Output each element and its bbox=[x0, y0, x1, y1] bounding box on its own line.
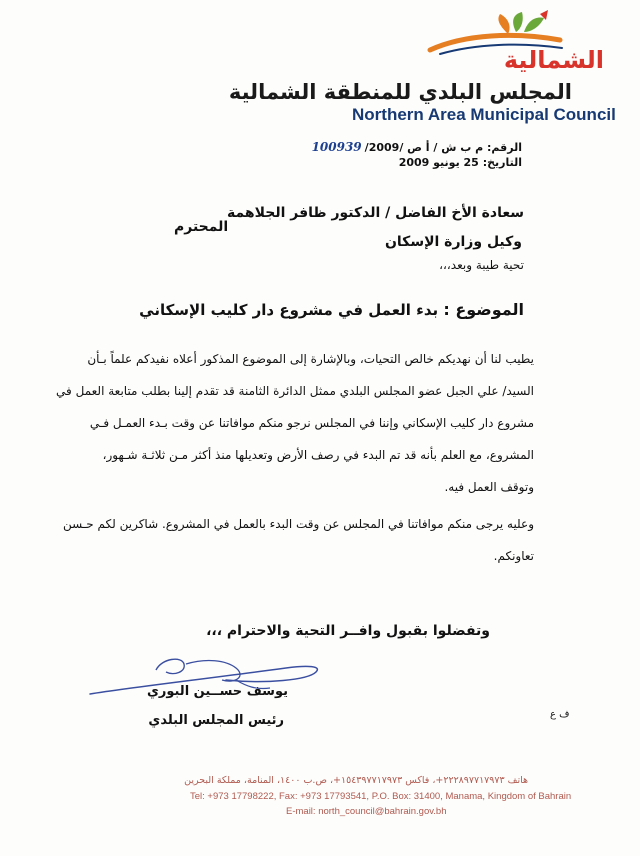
council-name-arabic: المجلس البلدي للمنطقة الشمالية bbox=[228, 80, 572, 104]
closing-line: وتفضلوا بقبول وافــر التحية والاحترام ،،، bbox=[206, 623, 490, 639]
brand-name-arabic: الشمالية bbox=[503, 46, 604, 74]
signatory-name: يوسف حســين البوري bbox=[146, 684, 288, 699]
footer-email: E-mail: north_council@bahrain.gov.bh bbox=[286, 806, 447, 817]
body-line: تعاونكم. bbox=[493, 549, 534, 563]
body-line: وتوقف العمل فيه. bbox=[444, 480, 534, 494]
subject-text: بدء العمل في مشروع دار كليب الإسكاني bbox=[139, 301, 439, 319]
recipient-line-2: وكيل وزارة الإسكان bbox=[384, 234, 522, 250]
handwritten-signature-icon bbox=[86, 650, 326, 710]
handwritten-ref-number: 100939 bbox=[311, 140, 362, 154]
subject-label: الموضوع : bbox=[443, 300, 524, 319]
footer-contact-english: Tel: +973 17798222, Fax: +973 17793541, P.O. Box: 31400, Manama, Kingdom of Bahrain bbox=[190, 791, 572, 802]
council-name-english: Northern Area Municipal Council bbox=[352, 105, 616, 124]
typist-initials: ف ع bbox=[550, 709, 570, 720]
body-line: يطيب لنا أن نهديكم خالص التحيات، وبالإشارة إلى الموضوع المذكور أعلاه نفيدكم علماً بـأن bbox=[87, 352, 534, 366]
subject-line bbox=[139, 300, 524, 319]
body-line: وعليه يرجى منكم موافاتنا في المجلس عن وقت البدء بالعمل في المشروع. شاكرين لكم حـسن bbox=[62, 517, 534, 531]
recipient-honorific: المحترم bbox=[174, 219, 229, 235]
footer-contact-arabic: هاتف ٢٢٢٨٩٧٧١٧٩٧٣+، فاكس ١٥٤٣٩٧٧١٧٩٧٣+، ص.ب ١٤٠٠، المنامة، مملكة البحرين bbox=[184, 775, 528, 786]
recipient-line-1: سعادة الأخ الفاضل / الدكتور ظافر الجلاهمة bbox=[227, 205, 524, 221]
body-line: مشروع دار كليب الإسكاني وإننا في المجلس نرجو منكم موافاتنا عن وقت بـدء العمـل فـي bbox=[89, 416, 534, 430]
body-line: السيد/ علي الجبل عضو المجلس البلدي ممثل الدائرة الثامنة قد تقدم إلينا بطلب متابعة العمل في bbox=[56, 384, 534, 398]
greeting: تحية طيبة وبعد،،، bbox=[439, 258, 524, 272]
signatory-title: رئيس المجلس البلدي bbox=[148, 713, 284, 728]
letter-date: التاريخ: 25 يونيو 2009 bbox=[398, 156, 522, 169]
reference-number: الرقم: م ب ش / أ ص /100939 /2009 bbox=[311, 140, 522, 154]
body-line: المشروع، مع العلم بأنه قد تم البدء في رصف الأرض وتعديلها منذ أكثر مـن ثلاثـة شـهور، bbox=[102, 448, 534, 462]
